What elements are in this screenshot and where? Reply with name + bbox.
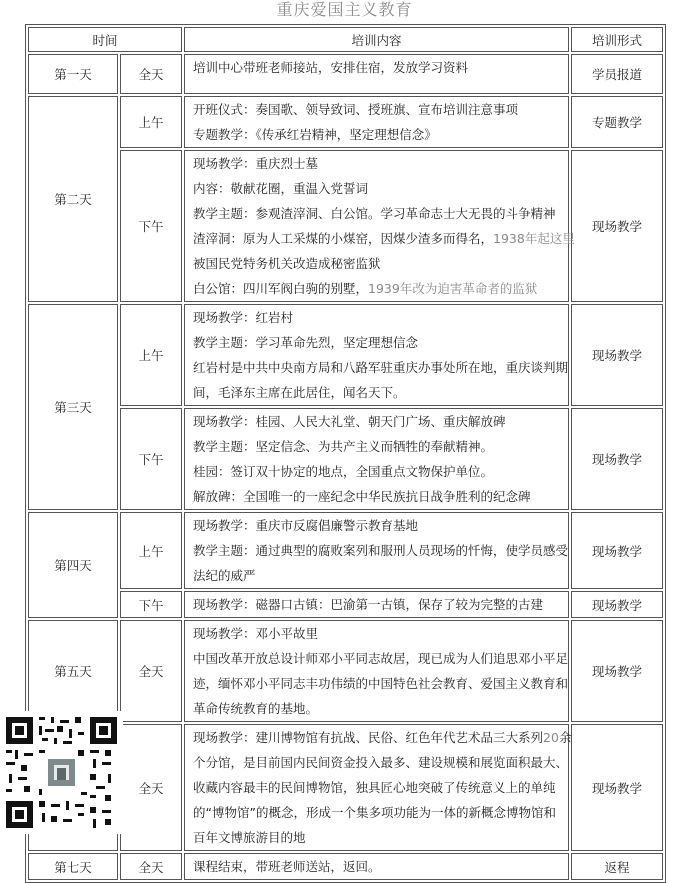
content-cell xyxy=(184,150,575,302)
content-text: 现场教学：建川博物馆有抗战、民俗、红色年代艺术品三大系列 xyxy=(193,730,544,745)
qr-code-image xyxy=(0,711,123,834)
content-line: 法纪的威严 xyxy=(193,568,256,583)
form-cell: 专题教学 xyxy=(571,96,663,148)
content-line: 间，毛泽东主席在此居住，闻名天下。 xyxy=(193,385,406,400)
day-label: 第七天 xyxy=(28,853,118,880)
content-text: 白公馆：四川军阀白驹的别墅， xyxy=(193,281,369,296)
table-row xyxy=(28,853,663,880)
table-row xyxy=(28,54,663,94)
header-time: 时间 xyxy=(28,27,182,52)
content-highlight: 20 xyxy=(543,730,559,745)
day-label: 第三天 xyxy=(28,304,118,510)
day-label: 第二天 xyxy=(28,96,118,302)
table-row xyxy=(28,96,663,148)
slot-label: 下午 xyxy=(120,150,182,302)
slot-label: 上午 xyxy=(120,512,182,589)
content-line: 的“博物馆”的概念，形成一个集多项功能为一体的新概念博物馆和 xyxy=(193,805,556,820)
content-line: 红岩村是中共中央南方局和八路军驻重庆办事处所在地，重庆谈判期 xyxy=(193,360,569,375)
form-cell: 学员报道 xyxy=(571,54,663,94)
form-cell: 现场教学 xyxy=(571,150,663,302)
page-title: 重庆爱国主义教育 xyxy=(276,0,413,19)
table-row xyxy=(28,724,663,851)
header-content: 培训内容 xyxy=(184,27,569,52)
content-cell xyxy=(184,853,569,880)
content-line: 解放碑：全国唯一的一座纪念中华民族抗日战争胜利的纪念碑 xyxy=(193,489,531,504)
content-line xyxy=(193,725,572,750)
table-header-row xyxy=(28,27,663,52)
content-line: 迹，缅怀邓小平同志丰功伟绩的中国特色社会教育、爱国主义教育和 xyxy=(193,676,569,691)
content-cell xyxy=(184,591,569,618)
content-line: 教学主题：坚定信念、为共产主义而牺牲的奉献精神。 xyxy=(193,439,494,454)
header-form: 培训形式 xyxy=(571,27,663,52)
table-row xyxy=(28,304,663,406)
slot-label: 下午 xyxy=(120,408,182,510)
form-cell: 返程 xyxy=(571,853,663,880)
slot-label: 上午 xyxy=(120,96,182,148)
content-line xyxy=(193,276,562,301)
content-line: 专题教学：《传承红岩精神，坚定理想信念》 xyxy=(193,127,437,142)
content-line: 培训中心带班老师接站，安排住宿，发放学习资料 xyxy=(193,60,469,75)
content-text: 渣滓洞：原为人工采煤的小煤窑，因煤少渣多而得名， xyxy=(193,231,494,246)
form-cell: 现场教学 xyxy=(571,408,663,510)
content-line: 教学主题：学习革命先烈，坚定理想信念 xyxy=(193,335,419,350)
content-line: 现场教学：邓小平故里 xyxy=(193,626,319,641)
content-cell xyxy=(184,620,569,722)
slot-label: 下午 xyxy=(120,591,182,618)
content-cell xyxy=(184,408,569,510)
content-line: 百年文博旅游目的地 xyxy=(193,830,306,845)
form-cell: 现场教学 xyxy=(571,724,663,851)
content-cell xyxy=(184,724,572,851)
table-row xyxy=(28,408,663,510)
table-row xyxy=(28,512,663,589)
form-cell: 现场教学 xyxy=(571,620,663,722)
content-cell xyxy=(184,512,569,589)
content-cell xyxy=(184,54,569,94)
content-line: 内容：敬献花圈，重温入党誓词 xyxy=(193,181,369,196)
content-line: 现场教学：桂园、人民大礼堂、朝天门广场、重庆解放碑 xyxy=(193,414,506,429)
day-label: 第一天 xyxy=(28,54,118,94)
content-cell xyxy=(184,96,569,148)
slot-label: 全天 xyxy=(120,54,182,94)
form-cell: 现场教学 xyxy=(571,304,663,406)
content-line: 桂园：签订双十协定的地点，全国重点文物保护单位。 xyxy=(193,464,494,479)
content-line: 现场教学：重庆烈士墓 xyxy=(193,156,319,171)
content-line: 个分馆，是目前国内民间资金投入最多、建设规模和展览面积最大、 xyxy=(193,755,569,770)
table-row xyxy=(28,620,663,722)
slot-label: 上午 xyxy=(120,304,182,406)
content-line: 教学主题：通过典型的腐败案列和服刑人员现场的忏悔，使学员感受 xyxy=(193,543,569,558)
table-row xyxy=(28,150,663,302)
content-highlight: 1938年起这里 xyxy=(493,231,575,246)
form-cell: 现场教学 xyxy=(571,512,663,589)
day-label: 第四天 xyxy=(28,512,118,618)
content-line: 现场教学：磁器口古镇：巴渝第一古镇，保存了较为完整的古建 xyxy=(193,597,544,612)
content-line: 中国改革开放总设计师邓小平同志故居，现已成为人们追思邓小平足 xyxy=(193,651,569,666)
content-line: 革命传统教育的基地。 xyxy=(193,701,319,716)
table-row xyxy=(28,591,663,618)
content-line xyxy=(193,226,575,251)
day-label: 第五天 xyxy=(28,620,118,722)
content-line: 收藏内容最丰的民间博物馆，独具匠心地突破了传统意义上的单纯 xyxy=(193,780,556,795)
content-text: 余 xyxy=(558,730,572,745)
slot-label: 全天 xyxy=(120,620,182,722)
content-highlight: 1939年改为迫害革命者的监狱 xyxy=(368,281,538,296)
slot-label: 全天 xyxy=(120,853,182,880)
content-line: 开班仪式：奏国歌、领导致词、授班旗、宣布培训注意事项 xyxy=(193,102,519,117)
form-cell: 现场教学 xyxy=(571,591,663,618)
content-line: 现场教学：红岩村 xyxy=(193,310,294,325)
content-line: 课程结束，带班老师送站，返回。 xyxy=(193,859,381,874)
content-line: 教学主题：参观渣滓洞、白公馆。学习革命志士大无畏的斗争精神 xyxy=(193,206,556,221)
content-line: 现场教学：重庆市反腐倡廉警示教育基地 xyxy=(193,518,419,533)
content-line: 被国民党特务机关改造成秘密监狱 xyxy=(193,256,381,271)
slot-label: 全天 xyxy=(120,724,182,851)
content-cell xyxy=(184,304,569,406)
